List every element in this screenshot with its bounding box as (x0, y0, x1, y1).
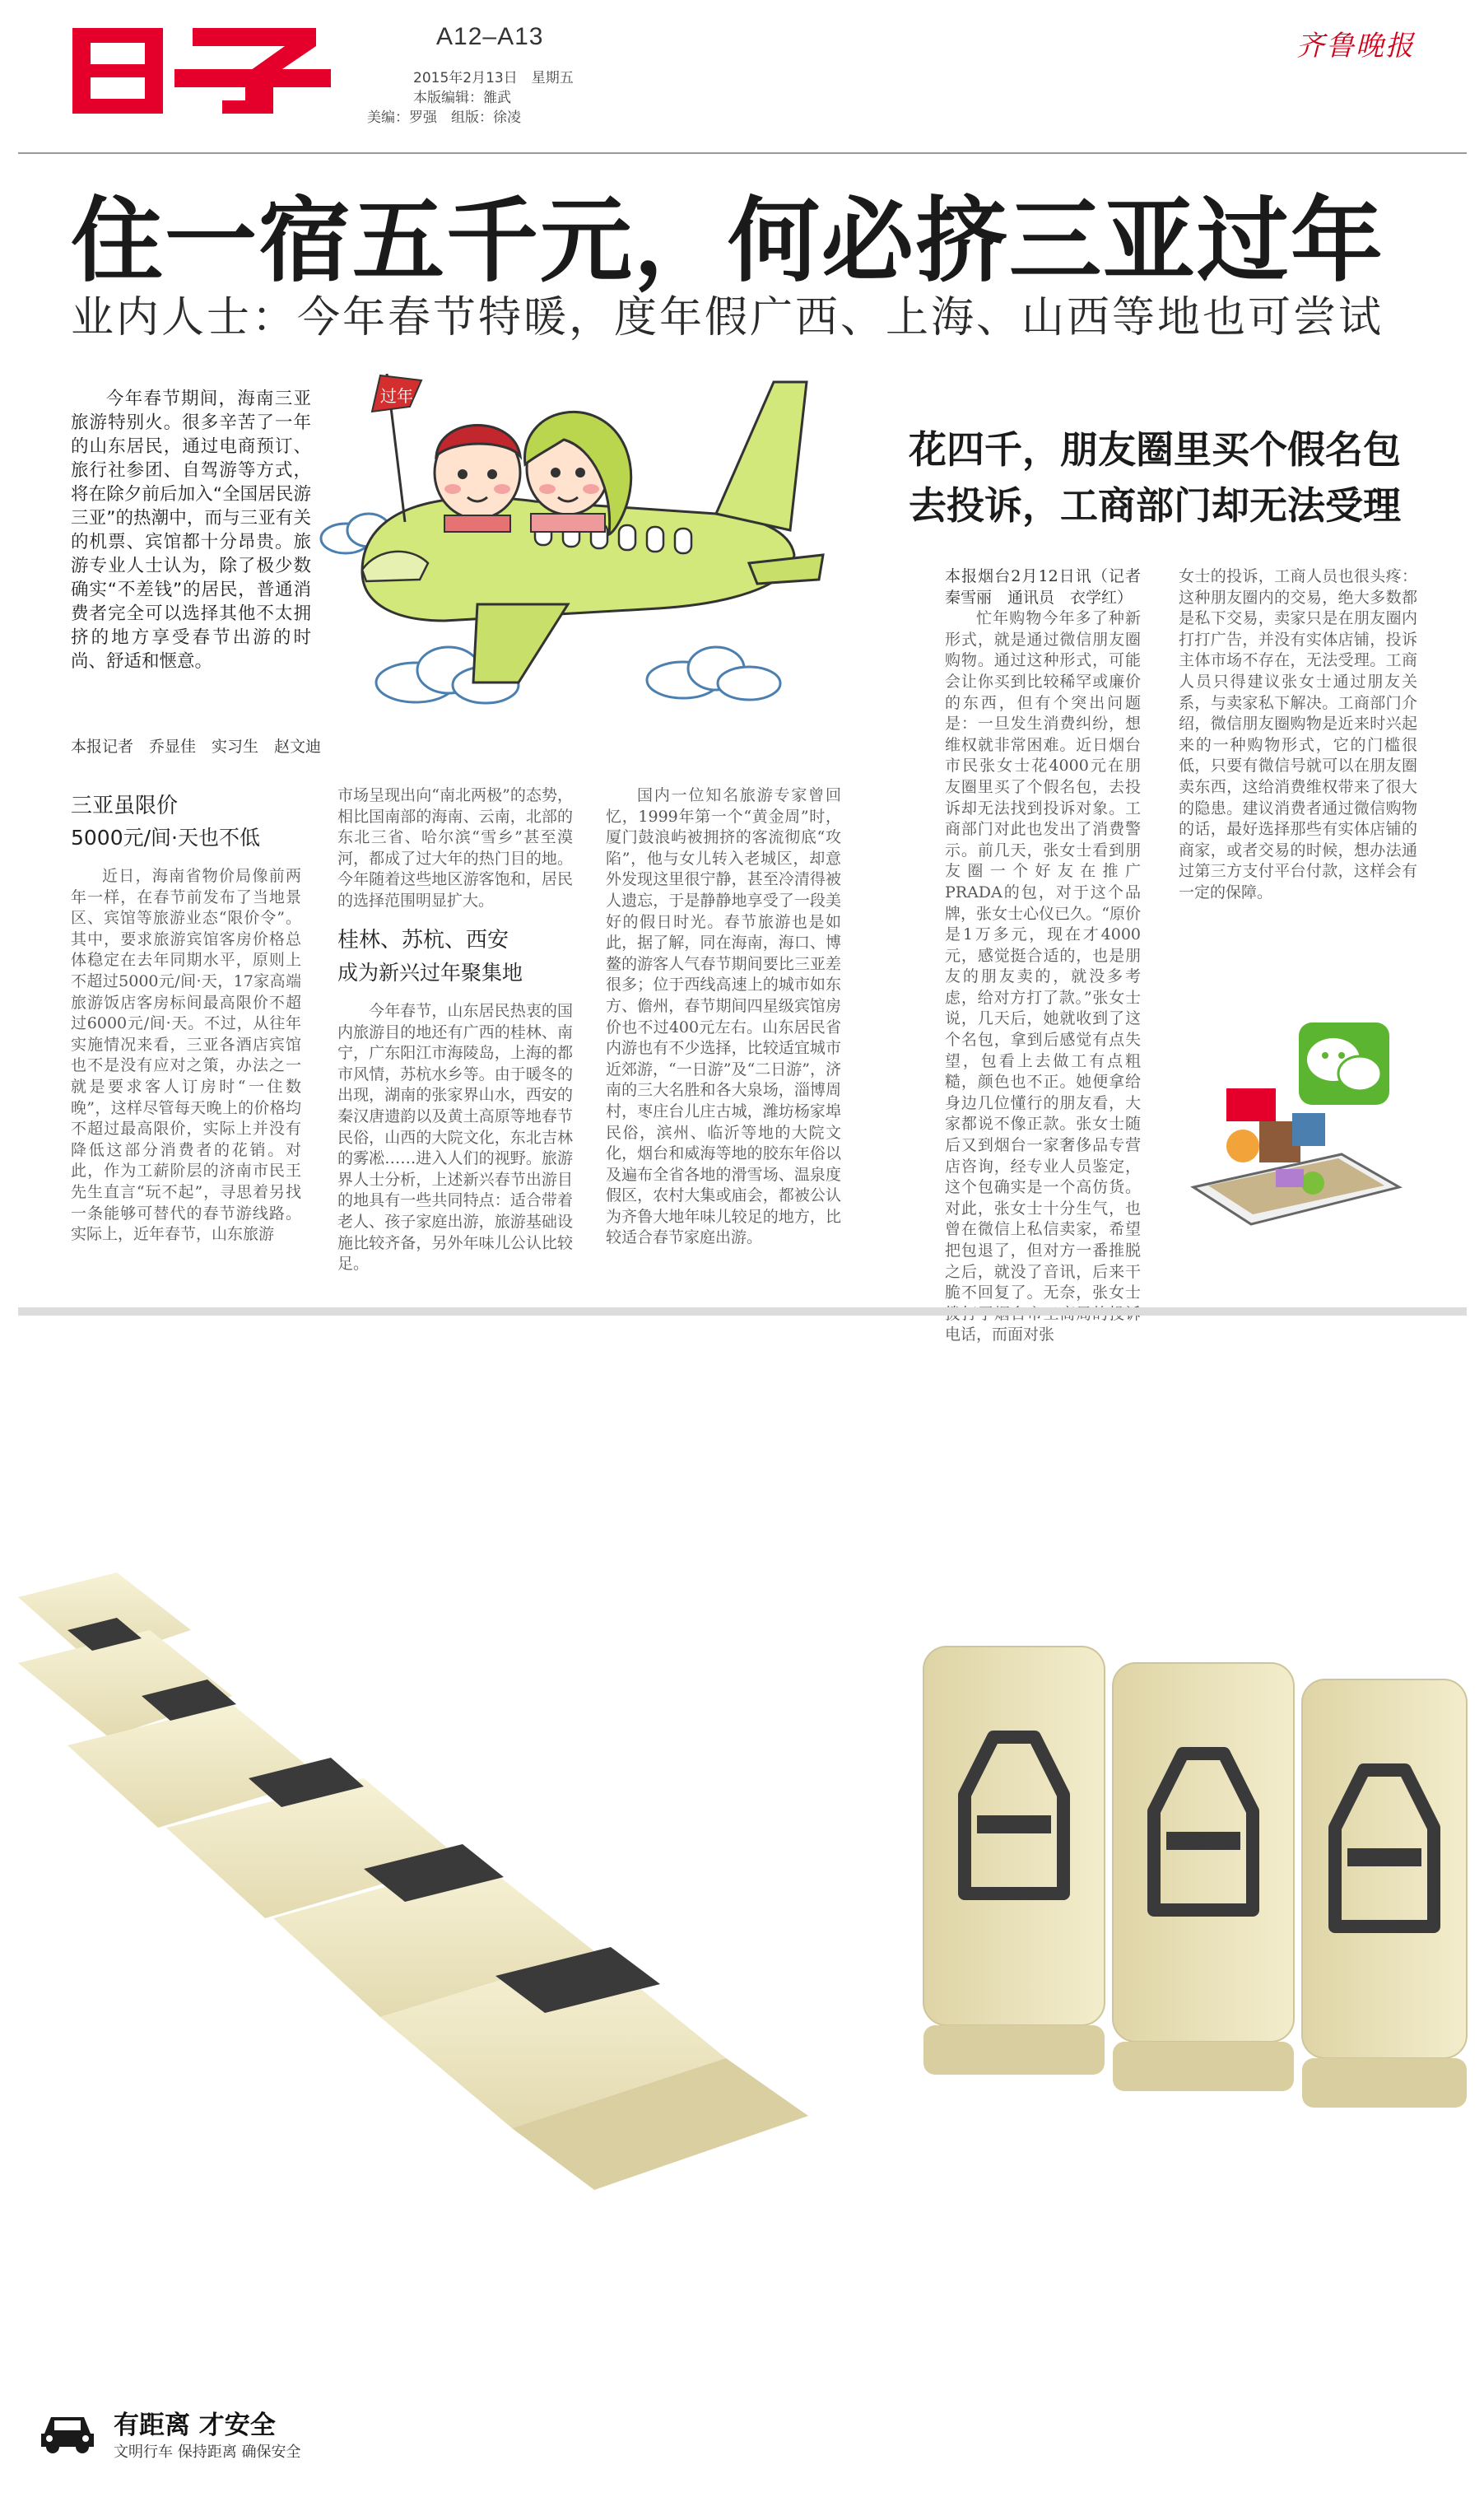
lead-paragraph: 今年春节期间，海南三亚旅游特别火。很多辛苦了一年的山东居民，通过电商预订、旅行社参团、自驾游等方式，将在除夕前后加入“全国居民游三亚”的热潮中，而与三亚有关的机票、宾馆都十分昂贵。旅游专业人士认为，除了极少数确实“不差钱”的居民，普通消费者完全可以选择其他不太拥挤的地方享受春节出游的时尚、舒适和惬意。 (71, 389, 311, 672)
car-icon (38, 2409, 97, 2455)
right-story-headline (909, 422, 1435, 533)
section1-head-line2: 5000元/间·天也不低 (71, 826, 260, 850)
newspaper-brand: 齐鲁晚报 (1296, 30, 1415, 63)
design-line: 美编：罗强 组版：徐凌 (367, 109, 521, 126)
section1-body (71, 866, 301, 1299)
flag-label: 过年 (380, 386, 413, 406)
col2-body-top (337, 785, 573, 915)
ad-tagline (38, 2404, 367, 2470)
col3-body (606, 785, 841, 1299)
right-story-head-line2: 去投诉，工商部门却无法受理 (909, 483, 1401, 528)
plane-illustration (329, 357, 823, 720)
page-range: A12–A13 (436, 23, 544, 50)
safety-ad (18, 1317, 1467, 2495)
col2-head-line1: 桂林、苏杭、西安 (337, 928, 509, 953)
byline: 本报记者 乔显佳 实习生 赵文迪 (71, 738, 322, 756)
top-rule (18, 152, 1467, 154)
ad-subtitle: 文明行车 保持距离 确保安全 (114, 2443, 301, 2461)
section-divider (18, 1307, 1467, 1316)
right-story-col-a (945, 566, 1157, 1344)
col2-text-top: 市场呈现出向“南北两极”的态势，相比国南部的海南、云南，北部的东北三省、哈尔滨“雪乡”甚至漠河，都成了过大年的热门目的地。今年随着这些地区游客饱和，居民的选择范围明显扩大。 (337, 786, 573, 910)
editor-line: 本版编辑：雒武 (413, 90, 511, 106)
plane-cartoon-icon (329, 357, 823, 720)
col3-text: 国内一位知名旅游专家曾回忆，1999年第一个“黄金周”时，厦门鼓浪屿被拥挤的客流彻底“攻陷”，他与女儿转入老城区，却意外发现这里很宁静，甚至冷清得被人遗忘，于是静静地享受了一段美好的假日时光。春节旅游也是如此，据了解，同在海南，海口、博鳌的游客人气春节期间要比三亚差很多；位于西线高速上的城市如东方、儋州，春节期间四星级宾馆房价也不过400元左右。山东居民省内游也有不少选择，比较适宜城市近郊游，“一日游”及“二日游”，济南的三大名胜和各大泉场，淄博周村，枣庄台儿庄古城，潍坊杨家埠民俗，滨州、临沂等地的大院文化，烟台和威海等地的胶东年俗以及遍布全省各地的滑雪场、温泉度假区，农村大集或庙会，都被公认为齐鲁大地年味儿较足的地方，比较适合春节家庭出游。 (606, 786, 841, 1247)
right-story-head-line1: 花四千，朋友圈里买个假名包 (909, 427, 1401, 472)
section-logo-graphic (69, 21, 331, 120)
masthead (0, 0, 1484, 156)
main-subheadline: 业内人士：今年春节特暖，度年假广西、上海、山西等地也可尝试 (71, 293, 1384, 342)
section-logo (69, 21, 331, 120)
section1-head-line1: 三亚虽限价 (71, 794, 179, 818)
right-story-col-b (1179, 566, 1417, 995)
col2-head-line2: 成为新兴过年聚集地 (337, 961, 523, 985)
date-line: 2015年2月13日 星期五 (413, 70, 574, 86)
main-headline: 住一宿五千元，何必挤三亚过年 (71, 188, 1384, 295)
right-story-dateline: 本报烟台2月12日讯（记者 秦雪丽 通讯员 衣学红） (945, 567, 1157, 607)
col2-body-bottom (337, 1001, 573, 1299)
domino-cars-icon (18, 1317, 1467, 2495)
phone-shopping-illustration (1177, 1014, 1407, 1245)
col2-text-bottom: 今年春节，山东居民热衷的国内旅游目的地还有广西的桂林、南宁，广东阳江市海陵岛，上海的都市风情，苏杭水乡等。由于暖冬的出现，湖南的张家界山水，西安的秦汉唐遗韵以及黄土高原等地春节民俗，山西的大院文化，东北吉林的雾凇……进入人们的视野。旅游界人士分析，上述新兴春节出游目的地具有一些共同特点：适合带着老人、孩子家庭出游，旅游基础设施比较齐备，另外年味儿公认比较足。 (337, 1002, 573, 1274)
section1-text: 近日，海南省物价局像前两年一样，在春节前发布了当地景区、宾馆等旅游业态“限价令”。其中，要求旅游宾馆客房价格总体稳定在去年同期水平，原则上不超过5000元/间·天，17家高端旅游饭店客房标间最高限价不超过6000元/间·天。不过，从往年实施情况来看，三亚各酒店宾馆也不是没有应对之策，办法之一就是要求客人订房时“一住数晚”，这样尽管每天晚上的价格均不超过最高限价，实际上并没有降低这部分消费者的花销。对此，作为工薪阶层的济南市民王先生直言“玩不起”，寻思着另找一条能够可替代的春节游线路。实际上，近年春节，山东旅游 (71, 867, 301, 1244)
phone-wechat-icon (1177, 1014, 1407, 1245)
right-story-text-a: 忙年购物今年多了种新形式，就是通过微信朋友圈购物。通过这种形式，可能会让你买到比较稀罕或廉价的东西，但有个突出问题是：一旦发生消费纠纷，想维权就非常困难。近日烟台市民张女士花4000元在朋友圈里买了个假名包，去投诉却无法找到投诉对象。工商部门对此也发出了消费警示。前几天，张女士看到朋友圈一个好友在推广PRADA的包，对于这个品牌，张女士心仪已久。“原价是1万多元，现在才4000元，感觉挺合适的，也是朋友的朋友卖的，就没多考虑，给对方打了款。”张女士说，几天后，她就收到了这个名包，拿到后感觉有点失望，包看上去做工有点粗糙，颜色也不正。她便拿给身边几位懂行的朋友看，大家都说不像正款。张女士随后又到烟台一家奢侈品专营店咨询，经专业人员鉴定，这个包确实是一个高仿货。对此，张女士十分生气，也曾在微信上私信卖家，希望把包退了，但对方一番推脱之后，就没了音讯，后来干脆不回复了。无奈，张女士 电话，而面对张 (945, 609, 1141, 1344)
right-story-text-b: 女士的投诉，工商人员也很头疼：这种朋友圈内的交易，绝大多数都是私下交易，卖家只是在朋友圈内打打广告，并没有实体店铺，投诉主体市场不存在，无法受理。工商人员只得建议张女士通过朋友关系，与卖家私下解决。工商部门介绍，微信朋友圈购物是近来时兴起来的一种购物形式，它的门槛很低，只要有微信号就可以在朋友圈卖东西，这给消费维权带来了很大的隐患。建议消费者通过微信购物的话，最好选择那些有实体店铺的商家，或者交易的时候，想办法通过第三方支付平台付款，这样会有一定的保障。 (1179, 567, 1417, 901)
ad-title: 有距离 才安全 (114, 2411, 276, 2440)
